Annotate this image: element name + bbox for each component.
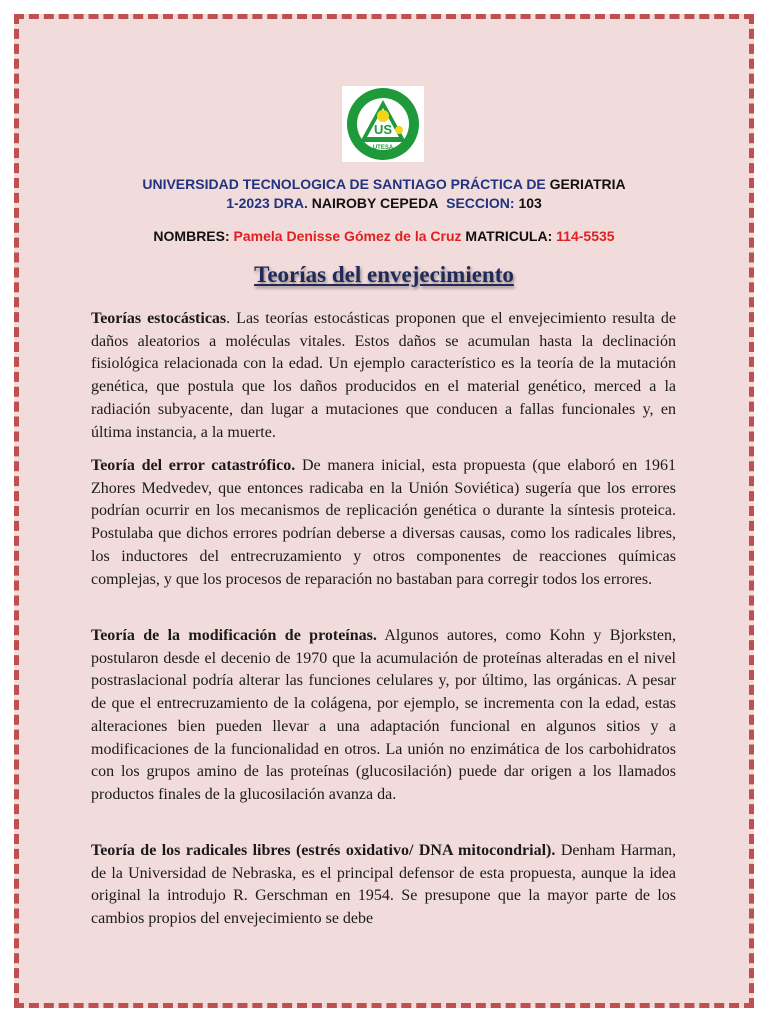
header-line-1	[0, 176, 768, 192]
utesa-logo-icon	[342, 86, 424, 162]
paragraph-free-radicals	[91, 840, 676, 931]
student-line	[0, 228, 768, 244]
student-name: Pamela Denisse Gómez de la Cruz	[233, 228, 462, 244]
header-line-2	[0, 195, 768, 211]
svg-text:UTESA: UTESA	[372, 145, 394, 151]
paragraph-heading: Teoría del error catastrófico.	[91, 457, 296, 474]
paragraph-protein-modification	[91, 625, 676, 807]
paragraph-body: Denham Harman, de la Universidad de Nebraska, es el principal defensor de esta propuesta, aunque la idea original la introdujo R. Gerschman en 1954. Se presupone que la mayor parte de los cambios propios del envejecimiento se debe	[91, 842, 677, 928]
paragraph-heading: Teoría de la modificación de proteínas.	[91, 627, 377, 644]
section-label: SECCION:	[446, 195, 515, 211]
period-doctor-prefix: 1-2023 DRA.	[226, 195, 308, 211]
university-program: UNIVERSIDAD TECNOLOGICA DE SANTIAGO PRÁCTICA DE	[142, 176, 546, 192]
names-label: NOMBRES:	[153, 228, 230, 244]
svg-text:US: US	[373, 122, 393, 137]
document-title: Teorías del envejecimiento	[254, 262, 514, 287]
utesa-logo	[342, 86, 424, 162]
paragraph-body: De manera inicial, esta propuesta (que elaboró en 1961 Zhores Medvedev, que entonces radicaba en la Unión Soviética) sugería que los errores podrían ocurrir en los mecanismos de replicación genética o durante la síntesis proteica. Postulaba que dichos errores podrían deberse a diversas causas, como los radicales libres, los inductores del entrecruzamiento y otros componentes de reacciones químicas complejas, y que los procesos de reparación no bastaban para corregir todos los errores.	[91, 457, 676, 588]
section-number: 103	[518, 195, 542, 211]
paragraph-heading: Teoría de los radicales libres (estrés oxidativo/ DNA mitocondrial).	[91, 842, 556, 859]
paragraph-stochastic	[91, 308, 676, 444]
doctor-name: NAIROBY CEPEDA	[311, 195, 439, 211]
matricula-value: 114-5535	[556, 228, 615, 244]
paragraph-catastrophic-error	[91, 455, 676, 591]
subject: GERIATRIA	[549, 176, 626, 192]
paragraph-heading: Teorías estocásticas	[91, 310, 227, 327]
paragraph-body: Algunos autores, como Kohn y Bjorksten, postularon desde el decenio de 1970 que la acumulación de proteínas alteradas en el nivel postraslacional podría alterar las funciones celulares y, por último, las orgánicas. A pesar de que el entrecruzamiento de la colágena, por ejemplo, se incrementa con la edad, estas alteraciones bien pueden llevar a una adaptación funcional en algunos sitios y a modificaciones de la funcionalidad en otros. La unión no enzimática de los carbohidratos con los grupos amino de las proteínas (glucosilación) puede dar origen a los llamados productos finales de la glucosilación avanza da.	[91, 627, 676, 803]
paragraph-body: . Las teorías estocásticas proponen que el envejecimiento resulta de daños aleatorios a moléculas vitales. Estos daños se acumulan hasta la declinación fisiológica relacionada con la edad. Un ejemplo característico es la teoría de la mutación genética, que postula que los daños producidos en el material genético, merced a la radiación subyacente, dan lugar a mutaciones que conducen a fallas funcionales y, en última instancia, a la muerte.	[91, 310, 676, 441]
matricula-label: MATRICULA:	[465, 228, 553, 244]
